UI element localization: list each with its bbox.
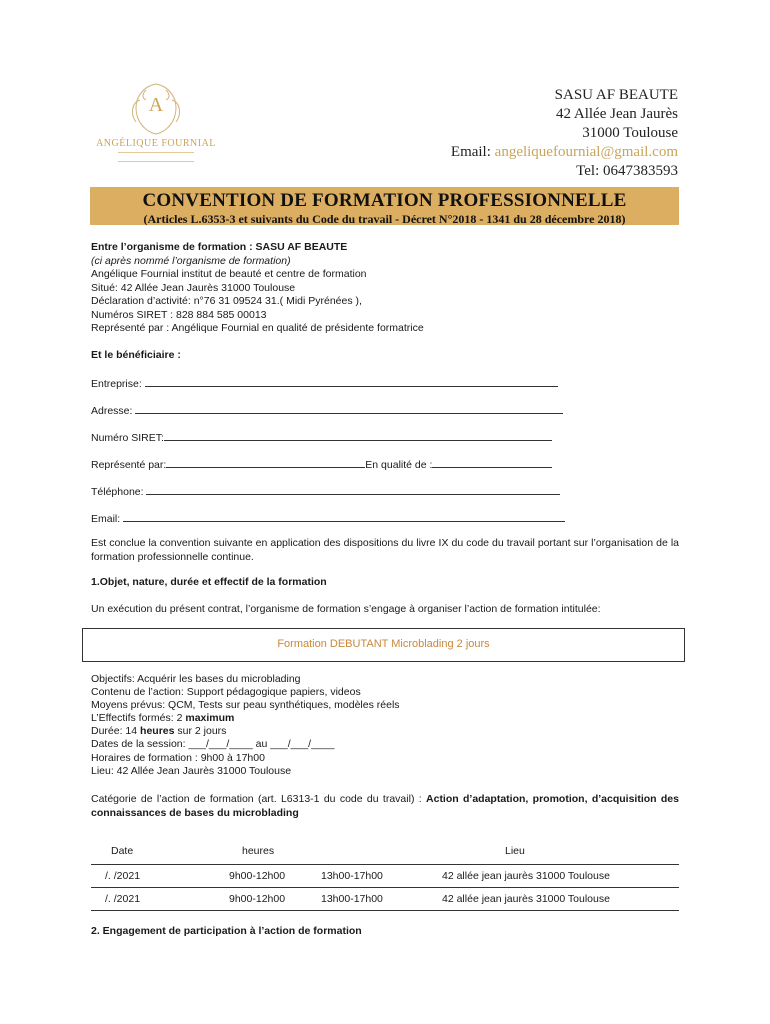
table-row xyxy=(91,864,679,887)
email-link[interactable]: angeliquefournial@gmail.com xyxy=(494,144,678,160)
qualite-field[interactable] xyxy=(432,457,552,468)
duree-suffix: sur 2 jours xyxy=(174,725,227,737)
row-morning: 9h00-12h00 xyxy=(229,870,286,882)
section1-text: Un exécution du présent contrat, l’organisme de formation s’engage à organiser l’action de formation intitulée: xyxy=(91,603,601,615)
title-banner xyxy=(90,187,679,225)
siret-field[interactable] xyxy=(164,430,552,441)
telephone-field[interactable] xyxy=(146,484,560,495)
telephone-label: Téléphone: xyxy=(91,486,144,498)
organisme-line1: Angélique Fournial institut de beauté et centre de formation xyxy=(91,268,367,280)
beneficiaire-heading: Et le bénéficiaire : xyxy=(91,349,181,361)
represente-field[interactable] xyxy=(166,457,365,468)
entreprise-field[interactable] xyxy=(145,376,558,387)
effectifs xyxy=(91,712,234,724)
company-email xyxy=(451,143,678,162)
represente-row xyxy=(91,457,552,471)
email-field[interactable] xyxy=(123,511,565,522)
company-logo xyxy=(96,80,216,170)
table-header xyxy=(91,840,679,864)
dates-session: Dates de la session: ___/___/____ au ___/___/____ xyxy=(91,738,335,750)
table-row xyxy=(91,887,679,911)
moyens: Moyens prévus: QCM, Tests sur peau synthétiques, modèles réels xyxy=(91,699,400,711)
organisme-heading: Entre l’organisme de formation : SASU AF BEAUTE xyxy=(91,241,348,253)
row-afternoon: 13h00-17h00 xyxy=(321,870,383,882)
email-field-label: Email: xyxy=(91,513,121,525)
siret-label: Numéro SIRET: xyxy=(91,432,164,444)
duree-prefix: Durée: 14 xyxy=(91,725,141,737)
siret-row xyxy=(91,430,552,444)
organisme-line4: Numéros SIRET : 828 884 585 00013 xyxy=(91,309,267,321)
organisme-line3: Déclaration d’activité: n°76 31 09524 31.( Midi Pyrénées ), xyxy=(91,295,362,307)
document-title: CONVENTION DE FORMATION PROFESSIONNELLE xyxy=(142,190,627,211)
course-title-box xyxy=(82,628,685,662)
row-afternoon: 13h00-17h00 xyxy=(321,893,383,905)
duree-heures: heures xyxy=(140,725,175,737)
adresse-label: Adresse: xyxy=(91,405,133,417)
row-date: /. /2021 xyxy=(105,870,141,882)
company-name: SASU AF BEAUTE xyxy=(554,87,678,103)
section2-heading: 2. Engagement de participation à l’action de formation xyxy=(91,925,362,937)
email-label: Email: xyxy=(450,144,491,160)
organisme-note: (ci après nommé l’organisme de formation) xyxy=(91,255,291,267)
objectifs: Objectifs: Acquérir les bases du microblading xyxy=(91,673,301,685)
header-lieu: Lieu xyxy=(505,845,525,857)
company-info xyxy=(451,86,678,181)
company-tel: Tel: 0647383593 xyxy=(576,163,678,179)
logo-monogram: A xyxy=(148,94,164,116)
contenu: Contenu de l’action: Support pédagogique papiers, videos xyxy=(91,686,361,698)
course-title: Formation DEBUTANT Microblading 2 jours xyxy=(277,638,490,650)
adresse-field[interactable] xyxy=(135,403,563,414)
row-date: /. /2021 xyxy=(105,893,141,905)
organisme-line5: Représenté par : Angélique Fournial en qualité de présidente formatrice xyxy=(91,322,424,334)
company-address-line1: 42 Allée Jean Jaurès xyxy=(555,106,678,122)
organisme-line2: Situé: 42 Allée Jean Jaurès 31000 Toulouse xyxy=(91,282,296,294)
categorie-prefix: Catégorie de l’action de formation (art. L6313-1 du code du travail) : xyxy=(91,793,427,805)
section1-heading: 1.Objet, nature, durée et effectif de la formation xyxy=(91,576,327,588)
document-subtitle: (Articles L.6353-3 et suivants du Code du travail - Décret N°2018 - 1341 du 28 décembre 2018) xyxy=(143,212,626,226)
row-lieu: 42 allée jean jaurès 31000 Toulouse xyxy=(442,870,610,882)
row-morning: 9h00-12h00 xyxy=(229,893,286,905)
duree xyxy=(91,725,226,737)
sessions-table xyxy=(91,840,679,911)
company-address-line2: 31000 Toulouse xyxy=(582,125,678,141)
telephone-row xyxy=(91,484,560,498)
entreprise-row xyxy=(91,376,558,390)
qualite-label: En qualité de : xyxy=(365,459,433,471)
intro-paragraph: Est conclue la convention suivante en application des dispositions du livre IX du code du travail portant sur l’organisation de la formation professionnelle continue. xyxy=(91,537,679,563)
effectifs-max: maximum xyxy=(185,712,235,724)
categorie-bold: Action d’adaptation, promotion, d’acquisition des connaissances de bases du microblading xyxy=(91,793,679,819)
represente-label: Représenté par: xyxy=(91,459,167,471)
row-lieu: 42 allée jean jaurès 31000 Toulouse xyxy=(442,893,610,905)
header-heures: heures xyxy=(242,845,275,857)
logo-text: ANGÉLIQUE FOURNIAL xyxy=(96,138,216,149)
email-row xyxy=(91,511,565,525)
entreprise-label: Entreprise: xyxy=(91,378,142,390)
lieu: Lieu: 42 Allée Jean Jaurès 31000 Toulouse xyxy=(91,765,292,777)
logo-subtext-lines xyxy=(118,152,194,162)
horaires: Horaires de formation : 9h00 à 17h00 xyxy=(91,752,265,764)
header-date: Date xyxy=(111,845,134,857)
categorie-paragraph xyxy=(91,792,679,820)
effectifs-prefix: L’Effectifs formés: 2 xyxy=(91,712,186,724)
adresse-row xyxy=(91,403,563,417)
